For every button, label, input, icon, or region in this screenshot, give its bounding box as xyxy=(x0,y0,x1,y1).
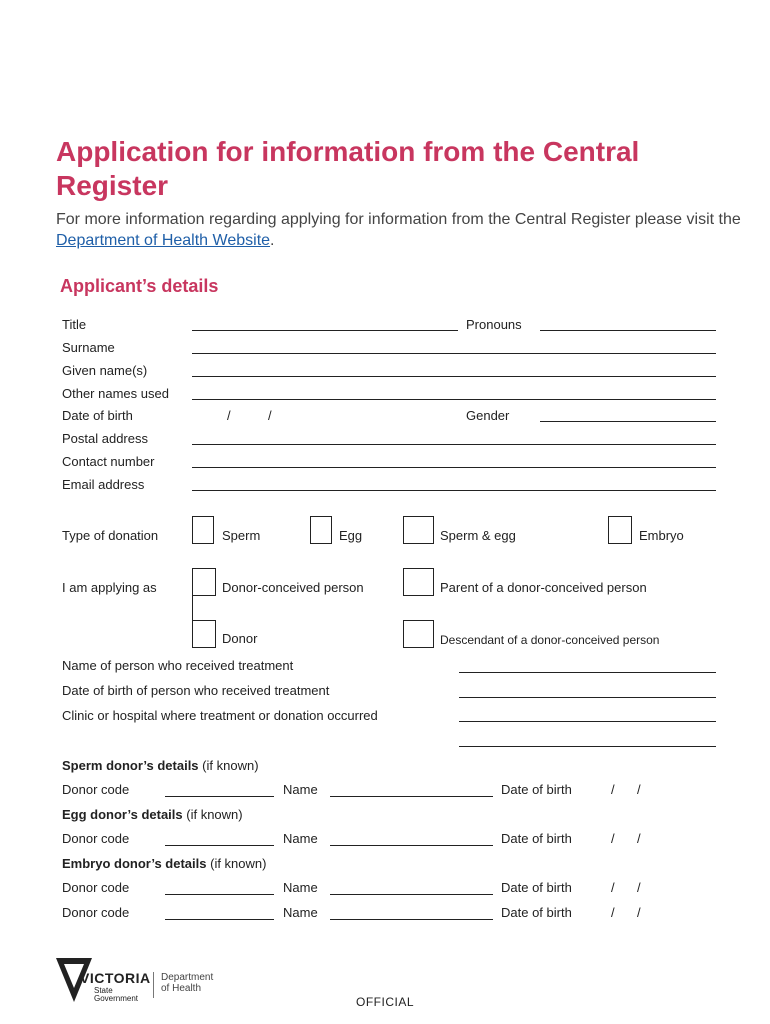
pronouns-field[interactable] xyxy=(540,330,716,331)
dob-separator: / xyxy=(611,905,615,920)
recipient-name-field[interactable] xyxy=(459,672,716,673)
surname-field[interactable] xyxy=(192,353,716,354)
embryo-donor-2-code-field[interactable] xyxy=(165,919,274,920)
donor-conceived-option-label: Donor-conceived person xyxy=(222,580,364,595)
dob-separator: / xyxy=(611,782,615,797)
embryo-checkbox[interactable] xyxy=(608,516,632,544)
official-marking: OFFICIAL xyxy=(356,995,415,1009)
parent-option-label: Parent of a donor-conceived person xyxy=(440,580,647,595)
if-known-note: (if known) xyxy=(202,758,259,773)
given-names-label: Given name(s) xyxy=(62,363,148,378)
gender-field[interactable] xyxy=(540,421,716,422)
intro-paragraph xyxy=(56,209,746,251)
sperm-option-label: Sperm xyxy=(222,528,261,543)
department-of-health-link[interactable]: Department of Health Website xyxy=(56,232,271,249)
other-names-field[interactable] xyxy=(192,399,716,400)
egg-option-label: Egg xyxy=(339,528,363,543)
donor-dob-label: Date of birth xyxy=(501,782,572,797)
dept-line-1: Department xyxy=(161,972,214,983)
embryo-donor-heading xyxy=(62,856,266,871)
donor-name-label: Name xyxy=(283,880,318,895)
egg-donor-name-field[interactable] xyxy=(330,845,493,846)
egg-donor-heading xyxy=(62,807,243,822)
sperm-egg-checkbox[interactable] xyxy=(403,516,434,544)
descendant-checkbox[interactable] xyxy=(403,620,434,648)
title-label: Title xyxy=(62,317,87,332)
victoria-government-logo xyxy=(56,958,226,1004)
intro-text: For more information regarding applying for information from the Central Register please visit the xyxy=(56,211,741,228)
donation-type-label: Type of donation xyxy=(62,528,159,543)
egg-checkbox[interactable] xyxy=(310,516,332,544)
contact-number-label: Contact number xyxy=(62,454,155,469)
sperm-egg-option-label: Sperm & egg xyxy=(440,528,516,543)
egg-donor-code-field[interactable] xyxy=(165,845,274,846)
dob-label: Date of birth xyxy=(62,408,133,423)
sperm-checkbox[interactable] xyxy=(192,516,214,544)
intro-end: . xyxy=(270,232,275,249)
clinic-field-line-1[interactable] xyxy=(459,721,716,722)
dob-separator: / xyxy=(268,408,272,423)
sperm-donor-heading-text: Sperm donor’s details xyxy=(62,758,199,773)
gender-label: Gender xyxy=(466,408,510,423)
sperm-donor-heading xyxy=(62,758,259,773)
recipient-name-label: Name of person who received treatment xyxy=(62,658,294,673)
embryo-donor-heading-text: Embryo donor’s details xyxy=(62,856,207,871)
embryo-donor-2-name-field[interactable] xyxy=(330,919,493,920)
dob-separator: / xyxy=(227,408,231,423)
donor-option-label: Donor xyxy=(222,631,258,646)
embryo-donor-1-name-field[interactable] xyxy=(330,894,493,895)
clinic-field-line-2[interactable] xyxy=(459,746,716,747)
sperm-donor-name-field[interactable] xyxy=(330,796,493,797)
recipient-dob-field[interactable] xyxy=(459,697,716,698)
applying-as-label: I am applying as xyxy=(62,580,157,595)
applicant-details-heading: Applicant’s details xyxy=(60,276,219,296)
donor-dob-label: Date of birth xyxy=(501,831,572,846)
dob-separator: / xyxy=(611,880,615,895)
dob-separator: / xyxy=(611,831,615,846)
donor-checkbox[interactable] xyxy=(192,620,216,648)
embryo-donor-1-code-field[interactable] xyxy=(165,894,274,895)
if-known-note: (if known) xyxy=(186,807,243,822)
dob-separator: / xyxy=(637,905,641,920)
given-names-field[interactable] xyxy=(192,376,716,377)
donor-code-label: Donor code xyxy=(62,782,130,797)
egg-donor-heading-text: Egg donor’s details xyxy=(62,807,183,822)
title-field[interactable] xyxy=(192,330,458,331)
sperm-donor-code-field[interactable] xyxy=(165,796,274,797)
logo-sub-government: Government xyxy=(94,994,139,1003)
descendant-option-label: Descendant of a donor-conceived person xyxy=(440,633,660,647)
postal-address-field[interactable] xyxy=(192,444,716,445)
dob-separator: / xyxy=(637,782,641,797)
donor-code-label: Donor code xyxy=(62,905,130,920)
surname-label: Surname xyxy=(62,340,115,355)
other-names-label: Other names used xyxy=(62,386,169,401)
donor-code-label: Donor code xyxy=(62,880,130,895)
donor-name-label: Name xyxy=(283,782,318,797)
dept-line-2: of Health xyxy=(161,983,202,994)
if-known-note: (if known) xyxy=(210,856,267,871)
page-title: Application for information from the Central Register xyxy=(56,136,640,201)
email-address-label: Email address xyxy=(62,477,145,492)
parent-checkbox[interactable] xyxy=(403,568,434,596)
donor-code-label: Donor code xyxy=(62,831,130,846)
logo-word: VICTORIA xyxy=(80,970,151,986)
donor-conceived-checkbox[interactable] xyxy=(192,568,216,596)
donor-dob-label: Date of birth xyxy=(501,880,572,895)
recipient-dob-label: Date of birth of person who received treatment xyxy=(62,683,330,698)
embryo-option-label: Embryo xyxy=(639,528,684,543)
email-address-field[interactable] xyxy=(192,490,716,491)
postal-address-label: Postal address xyxy=(62,431,148,446)
donor-dob-label: Date of birth xyxy=(501,905,572,920)
dob-separator: / xyxy=(637,831,641,846)
dob-separator: / xyxy=(637,880,641,895)
box-connector xyxy=(192,596,193,620)
pronouns-label: Pronouns xyxy=(466,317,522,332)
logo-divider xyxy=(153,972,154,998)
logo-sub-state: State xyxy=(94,986,113,995)
donor-name-label: Name xyxy=(283,831,318,846)
clinic-label: Clinic or hospital where treatment or donation occurred xyxy=(62,708,378,723)
donor-name-label: Name xyxy=(283,905,318,920)
contact-number-field[interactable] xyxy=(192,467,716,468)
